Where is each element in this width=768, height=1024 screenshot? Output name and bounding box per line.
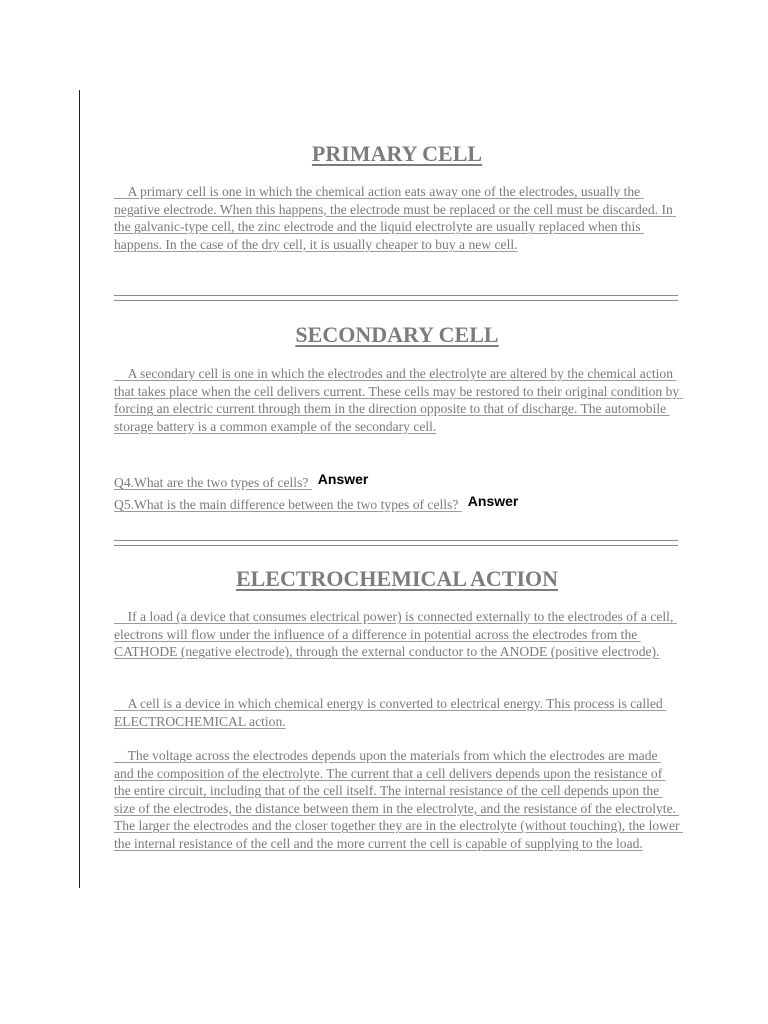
secondary-cell-heading: SECONDARY CELL <box>295 322 499 347</box>
electrochemical-paragraph-2: A cell is a device in which chemical energy is converted to electrical energy. This process is called ELECTROCHEMICAL action. <box>114 696 667 729</box>
section-divider <box>114 295 678 301</box>
electrochemical-paragraph-3: The voltage across the electrodes depends upon the materials from which the electrodes are made and the composition of the electrolyte. The current that a cell delivers depends upon the resistance of the entire circuit, including that of the cell itself. The internal resistance of the cell depends upon the size of the electrodes, the distance between them in the electrolyte, and the resistance of the electrolyte. The larger the electrodes and the closer together they are in the electrolyte (without touching), the lower the internal resistance of the cell and the more current the cell is capable of supplying to the load. <box>114 748 683 851</box>
electrochemical-action-heading: ELECTROCHEMICAL ACTION <box>235 566 559 591</box>
page-margin-rule <box>79 90 80 888</box>
electrochemical-paragraph-1: If a load (a device that consumes electrical power) is connected externally to the electrodes of a cell, electrons will flow under the influence of a difference in potential across the electrodes from the CATHODE (negative electrode), through the external conductor to the ANODE (positive electrode). <box>114 609 677 659</box>
answer-button-q5[interactable]: Answer <box>467 493 519 509</box>
question-q4 <box>114 471 369 491</box>
question-q4-text: Q4.What are the two types of cells? <box>114 475 312 490</box>
question-q5 <box>114 493 519 513</box>
answer-button-q4[interactable]: Answer <box>317 471 369 487</box>
primary-cell-heading: PRIMARY CELL <box>311 141 483 166</box>
secondary-cell-paragraph: A secondary cell is one in which the electrodes and the electrolyte are altered by the chemical action that takes place when the cell delivers current. These cells may be restored to their original condition by forcing an electric current through them in the direction opposite to that of discharge. The automobile storage battery is a common example of the secondary cell. <box>114 366 683 434</box>
section-divider <box>114 540 678 546</box>
question-q5-text: Q5.What is the main difference between the two types of cells? <box>114 497 462 512</box>
primary-cell-paragraph: A primary cell is one in which the chemical action eats away one of the electrodes, usually the negative electrode. When this happens, the electrode must be replaced or the cell must be discarded. In the galvanic-type cell, the zinc electrode and the liquid electrolyte are usually replaced when this happens. In the case of the dry cell, it is usually cheaper to buy a new cell. <box>114 184 677 252</box>
